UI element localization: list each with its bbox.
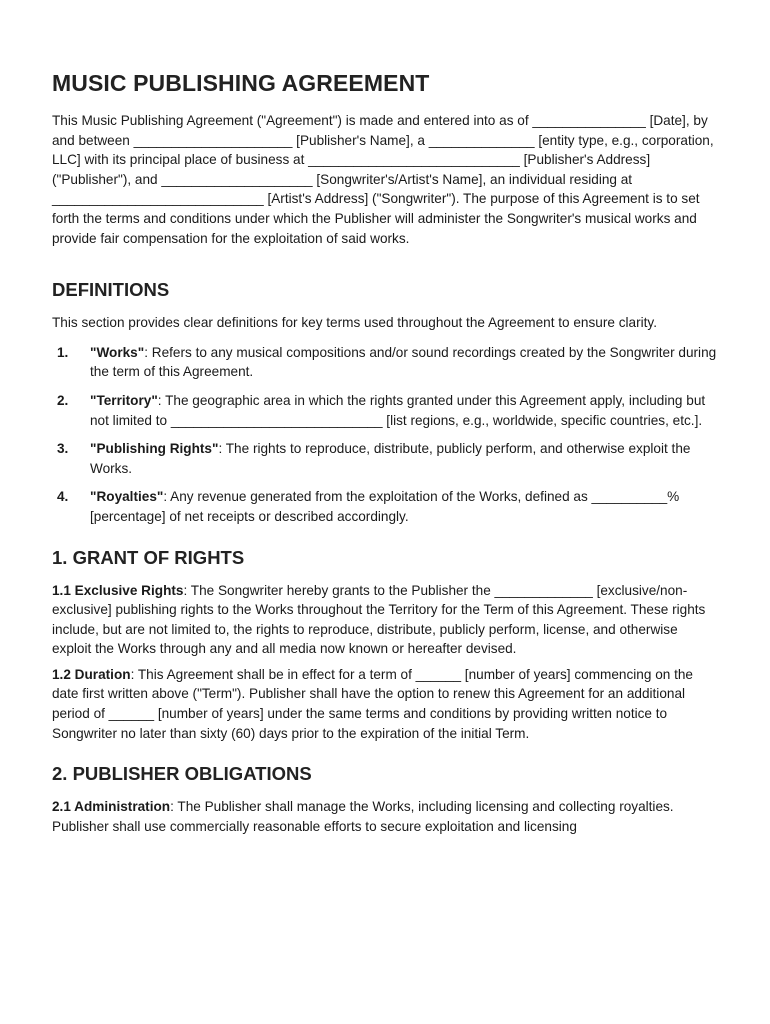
definition-item <box>52 439 720 478</box>
publisher-obligations-heading: 2. PUBLISHER OBLIGATIONS <box>52 763 312 785</box>
definition-text: : Refers to any musical compositions and/or sound recordings created by the Songwriter during the term of this Agreement. <box>90 344 717 380</box>
definition-text: : The rights to reproduce, distribute, publicly perform, and otherwise exploit the Works. <box>90 441 691 476</box>
clause-duration <box>52 665 720 743</box>
clause-administration <box>52 797 720 836</box>
definition-item <box>52 343 720 382</box>
clause-text: : The Publisher shall manage the Works, including licensing and collecting royalties. Publisher shall use commercially reasonable efforts to secure exploitation and licensing <box>52 799 674 834</box>
definition-item <box>52 391 720 430</box>
clause-title: 1.2 Duration <box>52 666 131 682</box>
definitions-intro: This section provides clear definitions for key terms used throughout the Agreement to ensure clarity. <box>52 315 657 331</box>
definition-item <box>52 487 720 526</box>
definition-term: "Territory" <box>90 392 158 408</box>
definition-text: : The geographic area in which the rights granted under this Agreement apply, including but not limited to ____________________________ [list regions, e.g., worldwide, specific countries, etc.]. <box>90 392 706 428</box>
clause-text: : This Agreement shall be in effect for a term of ______ [number of years] commencing on the date first written above ("Term"). Publisher shall have the option to renew this Agreement for an additional period of ______ [number of years] under the same terms and conditions by providing written notice to Songwriter no later than sixty (60) days prior to the expiration of the initial Term. <box>52 666 693 741</box>
clause-exclusive-rights <box>52 581 720 659</box>
definitions-heading: DEFINITIONS <box>52 279 170 301</box>
definition-number: 1. <box>57 344 69 360</box>
document-title: MUSIC PUBLISHING AGREEMENT <box>52 70 430 96</box>
definition-number: 3. <box>57 441 69 457</box>
clause-title: 2.1 Administration <box>52 799 171 815</box>
intro-paragraph: This Music Publishing Agreement ("Agreement") is made and entered into as of _______________ [Date], by and between _____________________ [Publisher's Name], a ______________ [entity type, e.g., corporation, LLC] with its principal place of business at ____________________________ [Publisher's Address] ("Publisher"), and ____________________ [Songwriter's/Artist's Name], an individual residing at ____________________________ [Artist's Address] ("Songwriter"). The purpose of this Agreement is to set forth the terms and conditions under which the Publisher will administer the Songwriter's musical works and provide fair compensation for the exploitation of said works. <box>52 113 714 246</box>
definition-text: : Any revenue generated from the exploitation of the Works, defined as __________% [percentage] of net receipts or described accordingly. <box>90 489 680 524</box>
definition-term: "Works" <box>90 344 145 360</box>
definition-term: "Royalties" <box>90 489 164 505</box>
document-body <box>52 70 720 842</box>
clause-text: : The Songwriter hereby grants to the Publisher the _____________ [exclusive/non-exclusive] publishing rights to the Works throughout the Territory for the Term of this Agreement. These rights include, but are not limited to, the rights to reproduce, distribute, publicly perform, license, and otherwise exploit the Works through any and all media now known or hereafter devised. <box>52 582 706 657</box>
definition-number: 2. <box>57 392 69 408</box>
grant-of-rights-heading: 1. GRANT OF RIGHTS <box>52 546 245 568</box>
definition-number: 4. <box>57 489 69 505</box>
definition-term: "Publishing Rights" <box>90 441 219 457</box>
definitions-list <box>52 343 720 527</box>
clause-title: 1.1 Exclusive Rights <box>52 582 184 598</box>
